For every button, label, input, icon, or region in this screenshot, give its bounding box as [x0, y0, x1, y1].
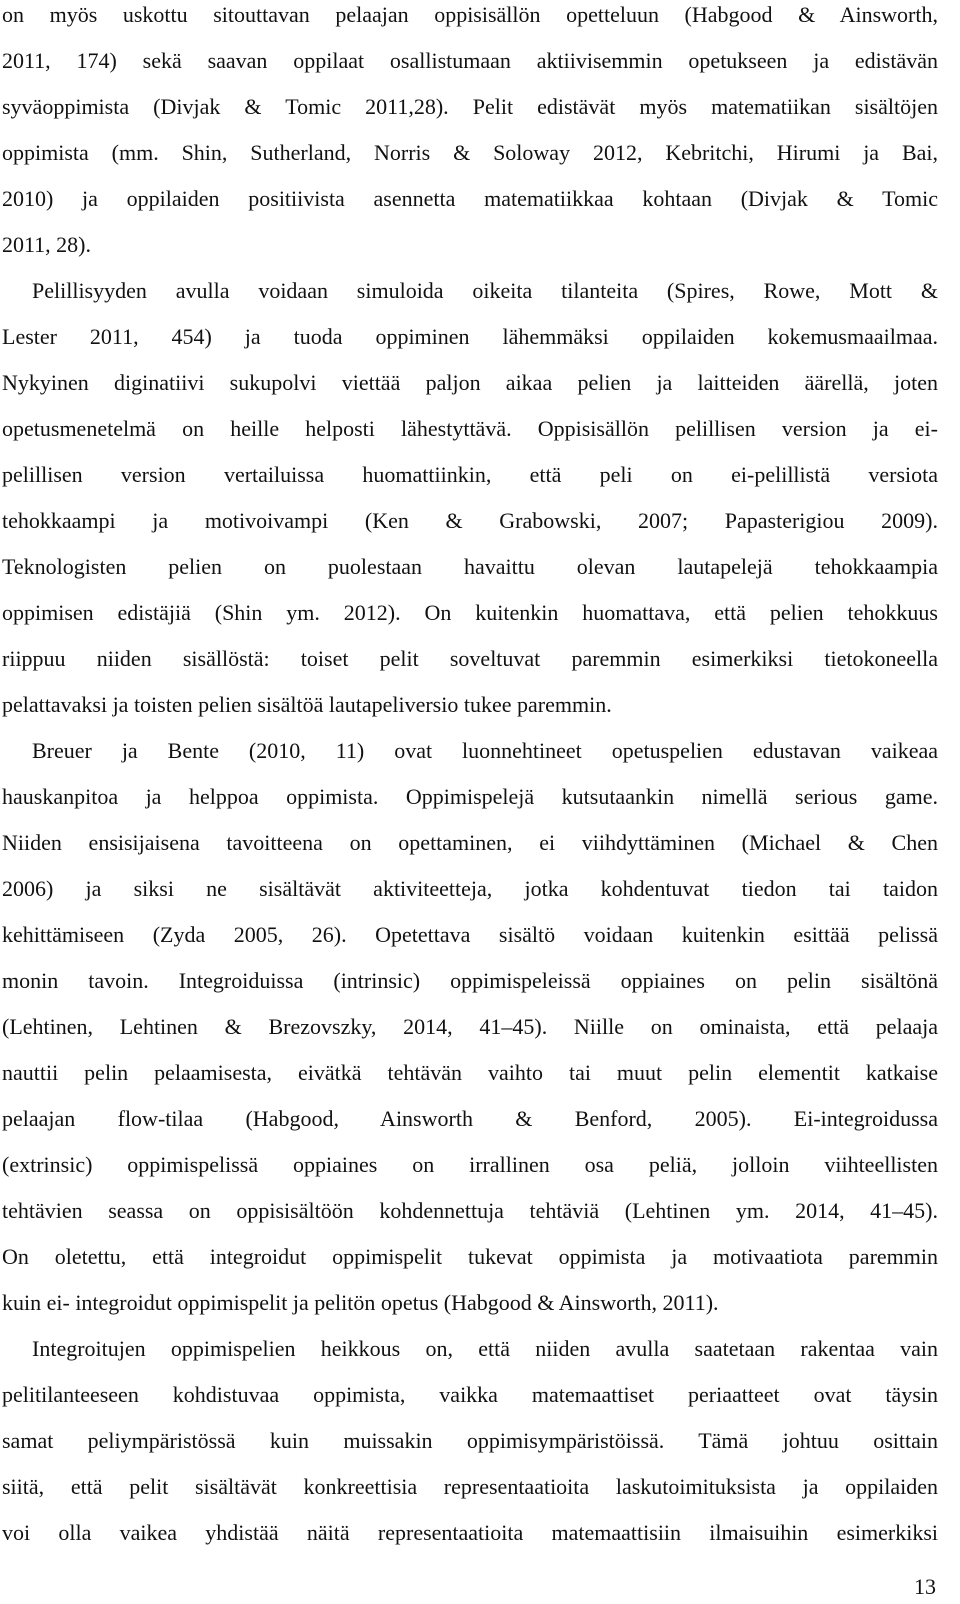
text-line: samat peliympäristössä kuin muissakin oppimisympäristöissä. Tämä johtuu osittain: [2, 1428, 938, 1453]
text-line: hauskanpitoa ja helppoa oppimista. Oppimispelejä kutsutaankin nimellä serious game.: [2, 784, 938, 809]
text-line: tehokkaampi ja motivoivampi (Ken & Grabowski, 2007; Papasterigiou 2009).: [2, 508, 938, 533]
text-line: nauttii pelin pelaamisesta, eivätkä tehtävän vaihto tai muut pelin elementit katkaise: [2, 1060, 938, 1085]
text-line: Integroitujen oppimispelien heikkous on, että niiden avulla saatetaan rakentaa vain: [32, 1336, 938, 1361]
text-line: Nykyinen diginatiivi sukupolvi viettää paljon aikaa pelien ja laitteiden äärellä, joten: [2, 370, 938, 395]
text-line: pelaajan flow-tilaa (Habgood, Ainsworth & Benford, 2005). Ei-integroidussa: [2, 1106, 938, 1131]
text-line: (extrinsic) oppimispelissä oppiaines on irrallinen osa peliä, jolloin viihteellisten: [2, 1152, 938, 1177]
text-line: pelattavaksi ja toisten pelien sisältöä lautapeliversio tukee paremmin.: [2, 692, 612, 717]
text-line: Lester 2011, 454) ja tuoda oppiminen lähemmäksi oppilaiden kokemusmaailmaa.: [2, 324, 938, 349]
text-line: 2010) ja oppilaiden positiivista asennetta matematiikkaa kohtaan (Divjak & Tomic: [2, 186, 938, 211]
text-line: On oletettu, että integroidut oppimispelit tukevat oppimista ja motivaatiota paremmin: [2, 1244, 938, 1269]
page-number: 13: [914, 1574, 936, 1599]
text-line: kehittämiseen (Zyda 2005, 26). Opetettava sisältö voidaan kuitenkin esittää pelissä: [2, 922, 938, 947]
text-line: Breuer ja Bente (2010, 11) ovat luonnehtineet opetuspelien edustavan vaikeaa: [32, 738, 938, 763]
text-line: on myös uskottu sitouttavan pelaajan oppisisällön opetteluun (Habgood & Ainsworth,: [2, 2, 938, 27]
text-line: opetusmenetelmä on heille helposti lähestyttävä. Oppisisällön pelillisen version ja ei-: [2, 416, 938, 441]
text-line: riippuu niiden sisällöstä: toiset pelit soveltuvat paremmin esimerkiksi tietokoneella: [2, 646, 938, 671]
text-line: 2011, 28).: [2, 232, 92, 257]
text-line: (Lehtinen, Lehtinen & Brezovszky, 2014, 41–45). Niille on ominaista, että pelaaja: [2, 1014, 938, 1039]
text-line: oppimista (mm. Shin, Sutherland, Norris & Soloway 2012, Kebritchi, Hirumi ja Bai,: [2, 140, 938, 165]
text-line: tehtävien seassa on oppisisältöön kohdennettuja tehtäviä (Lehtinen ym. 2014, 41–45).: [2, 1198, 938, 1223]
text-line: syväoppimista (Divjak & Tomic 2011,28). Pelit edistävät myös matematiikan sisältöjen: [2, 94, 938, 119]
text-line: 2011, 174) sekä saavan oppilaat osallistumaan aktiivisemmin opetukseen ja edistävän: [2, 48, 938, 73]
text-line: kuin ei- integroidut oppimispelit ja pelitön opetus (Habgood & Ainsworth, 2011).: [2, 1290, 719, 1315]
text-line: 2006) ja siksi ne sisältävät aktiviteetteja, jotka kohdentuvat tiedon tai taidon: [2, 876, 938, 901]
text-line: pelitilanteeseen kohdistuvaa oppimista, vaikka matemaattiset periaatteet ovat täysin: [2, 1382, 938, 1407]
text-line: siitä, että pelit sisältävät konkreettisia representaatioita laskutoimituksista ja oppilaiden: [2, 1474, 938, 1499]
text-line: voi olla vaikea yhdistää näitä representaatioita matemaattisiin ilmaisuihin esimerkiksi: [2, 1520, 938, 1545]
text-line: monin tavoin. Integroiduissa (intrinsic) oppimispeleissä oppiaines on pelin sisältönä: [2, 968, 938, 993]
text-line: Pelillisyyden avulla voidaan simuloida oikeita tilanteita (Spires, Rowe, Mott &: [32, 278, 938, 303]
text-line: Teknologisten pelien on puolestaan havaittu olevan lautapelejä tehokkaampia: [2, 554, 938, 579]
text-line: Niiden ensisijaisena tavoitteena on opettaminen, ei viihdyttäminen (Michael & Chen: [2, 830, 938, 855]
text-line: oppimisen edistäjiä (Shin ym. 2012). On kuitenkin huomattava, että pelien tehokkuus: [2, 600, 938, 625]
text-line: pelillisen version vertailuissa huomattiinkin, että peli on ei-pelillistä versiota: [2, 462, 938, 487]
